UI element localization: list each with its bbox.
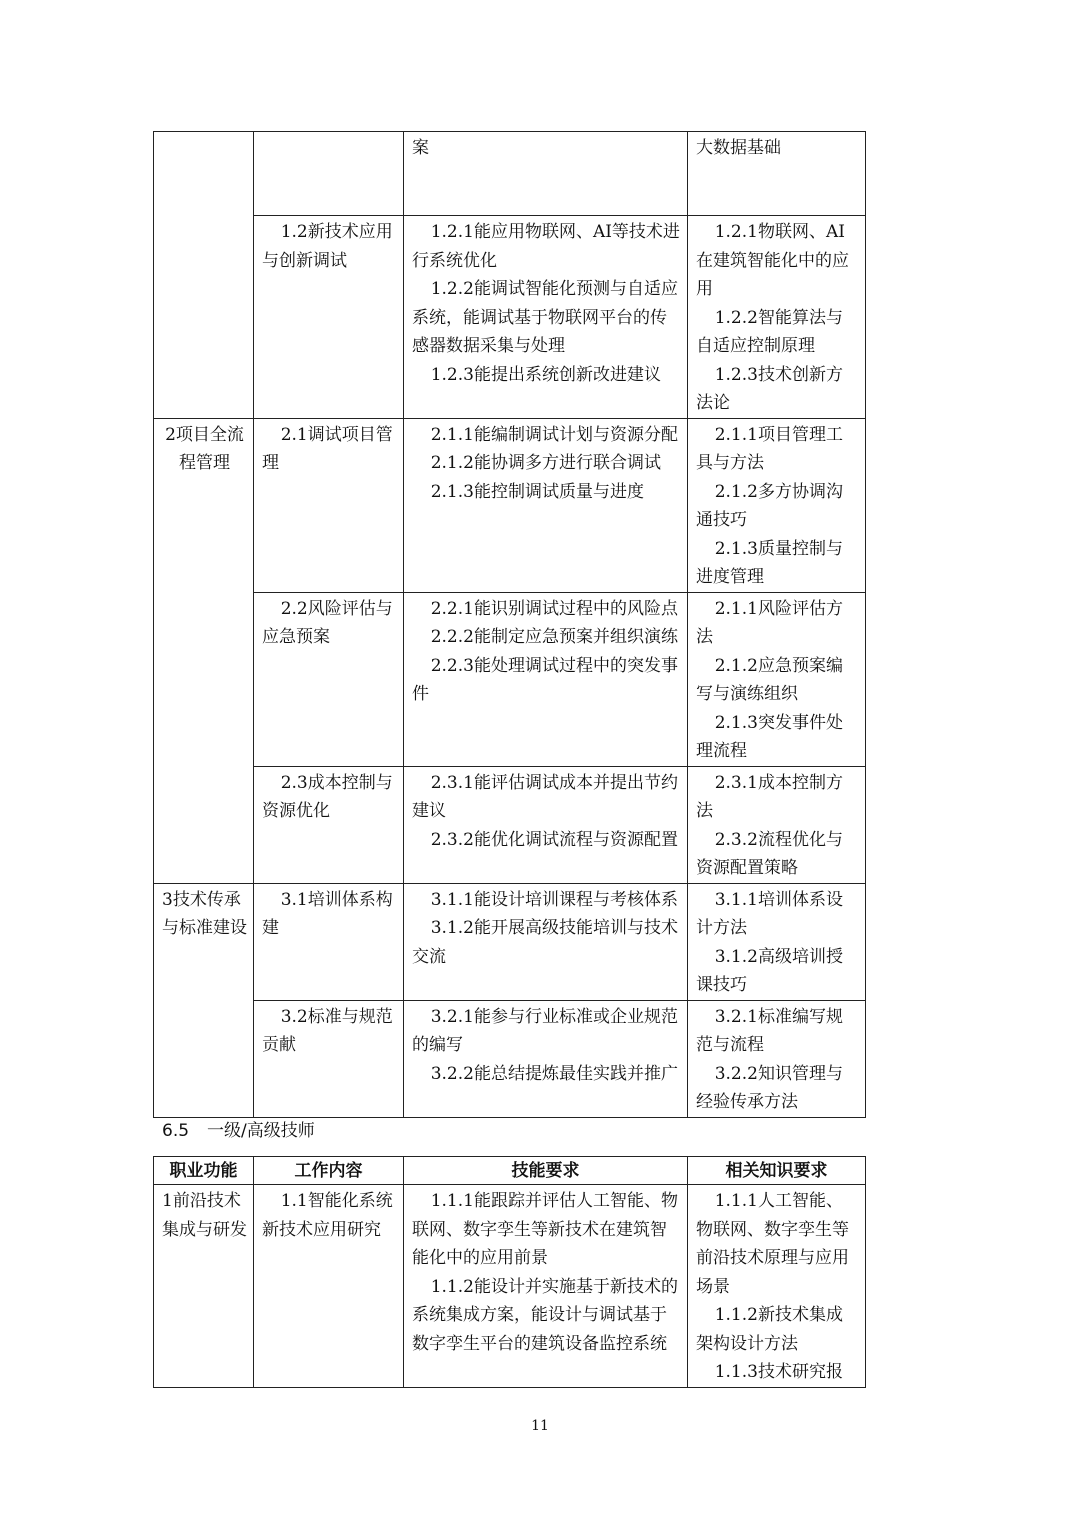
knowledge-item: 3.1.1培训体系设计方法 [696,889,843,938]
content-cell: 3.1培训体系构建 [254,883,404,1000]
knowledge-item: 1.1.1人工智能、物联网、数字孪生等前沿技术原理与应用场景 [696,1191,849,1297]
competency-table-continued [153,131,866,1118]
skill-cell [404,418,688,592]
content-cell [254,132,404,216]
knowledge-item: 2.1.3突发事件处理流程 [696,712,843,761]
skill-cell [404,883,688,1000]
header-function: 职业功能 [154,1157,254,1185]
knowledge-cell [688,592,866,766]
content-cell: 2.2风险评估与应急预案 [254,592,404,766]
knowledge-item: 2.1.2多方协调沟通技巧 [696,481,843,530]
competency-table-senior-technician [153,1156,866,1388]
skill-item: 2.2.2能制定应急预案并组织演练 [430,627,678,647]
skill-cell [404,1185,688,1388]
skill-item: 1.2.3能提出系统创新改进建议 [430,364,661,385]
skill-item: 3.2.1能参与行业标准或企业规范的编写 [412,1006,678,1055]
function-cell: 1前沿技术集成与研发 [154,1185,254,1388]
function-cell: 3技术传承与标准建设 [154,883,254,1117]
table-row [154,216,866,419]
skill-item: 1.1.2能设计并实施基于新技术的系统集成方案，能设计与调试基于数字孪生平台的建筑设备监控系统 [412,1276,678,1354]
knowledge-item: 1.2.1物联网、AI在建筑智能化中的应用 [696,222,849,299]
content-cell: 1.2新技术应用与创新调试 [254,216,404,419]
knowledge-cell [688,766,866,883]
section-number: 6.5 [162,1121,190,1141]
knowledge-item: 2.1.1项目管理工具与方法 [696,424,843,473]
knowledge-item: 2.1.2应急预案编写与演练组织 [696,655,843,704]
skill-item: 3.2.2能总结提炼最佳实践并推广 [430,1063,678,1084]
page-number: 11 [531,1418,549,1434]
skill-item: 1.2.2能调试智能化预测与自适应系统，能调试基于物联网平台的传感器数据采集与处理 [412,279,678,356]
knowledge-cell [688,216,866,419]
section-title: 一级/高级技师 [207,1121,315,1141]
skill-cell [404,592,688,766]
knowledge-item: 1.2.2智能算法与自适应控制原理 [696,307,843,356]
skill-item: 3.1.2能开展高级技能培训与技术交流 [412,918,678,967]
knowledge-cell [688,1000,866,1117]
table-header-row [154,1157,866,1185]
skill-item: 2.2.1能识别调试过程中的风险点 [430,598,678,619]
content-cell: 2.3成本控制与资源优化 [254,766,404,883]
header-content: 工作内容 [254,1157,404,1185]
knowledge-item: 3.2.2知识管理与经验传承方法 [696,1063,843,1112]
skill-cell [404,216,688,419]
content-cell: 2.1调试项目管理 [254,418,404,592]
skill-item: 2.3.1能评估调试成本并提出节约建议 [412,772,678,821]
table-row [154,883,866,1000]
skill-item: 3.1.1能设计培训课程与考核体系 [430,889,678,910]
header-knowledge: 相关知识要求 [688,1157,866,1185]
skill-item: 案 [412,138,429,158]
skill-item: 2.1.1能编制调试计划与资源分配 [430,424,678,445]
skill-cell [404,766,688,883]
knowledge-item: 2.3.2流程优化与资源配置策略 [696,829,843,878]
skill-cell [404,132,688,216]
skill-item: 2.2.3能处理调试过程中的突发事件 [412,655,678,704]
content-cell: 3.2标准与规范贡献 [254,1000,404,1117]
knowledge-item: 2.1.3质量控制与进度管理 [696,538,843,587]
skill-item: 1.2.1能应用物联网、AI等技术进行系统优化 [412,222,680,271]
header-skill: 技能要求 [404,1157,688,1185]
knowledge-item: 2.3.1成本控制方法 [696,772,843,821]
section-heading [162,1116,315,1141]
knowledge-item: 1.2.3技术创新方法论 [696,364,843,413]
skill-item: 2.1.2能协调多方进行联合调试 [430,453,661,473]
table-row [154,1000,866,1117]
content-cell: 1.1智能化系统新技术应用研究 [254,1185,404,1388]
knowledge-cell [688,132,866,216]
skill-item: 2.1.3能控制调试质量与进度 [430,481,644,502]
knowledge-item: 大数据基础 [696,138,781,158]
skill-item: 1.1.1能跟踪并评估人工智能、物联网、数字孪生等新技术在建筑智能化中的应用前景 [412,1191,678,1268]
knowledge-item: 1.1.2新技术集成架构设计方法 [696,1305,843,1354]
knowledge-cell [688,883,866,1000]
table-row [154,132,866,216]
knowledge-item: 2.1.1风险评估方法 [696,598,843,647]
knowledge-item: 3.2.1标准编写规范与流程 [696,1006,843,1055]
knowledge-item: 1.1.3技术研究报 [714,1362,843,1382]
function-cell [154,132,254,419]
table-row [154,1185,866,1388]
skill-cell [404,1000,688,1117]
knowledge-cell [688,1185,866,1388]
skill-item: 2.3.2能优化调试流程与资源配置 [430,829,678,850]
table-row [154,418,866,592]
function-cell: 2项目全流程管理 [154,418,254,883]
knowledge-item: 3.1.2高级培训授课技巧 [696,946,843,995]
table-row [154,592,866,766]
table-row [154,766,866,883]
knowledge-cell [688,418,866,592]
